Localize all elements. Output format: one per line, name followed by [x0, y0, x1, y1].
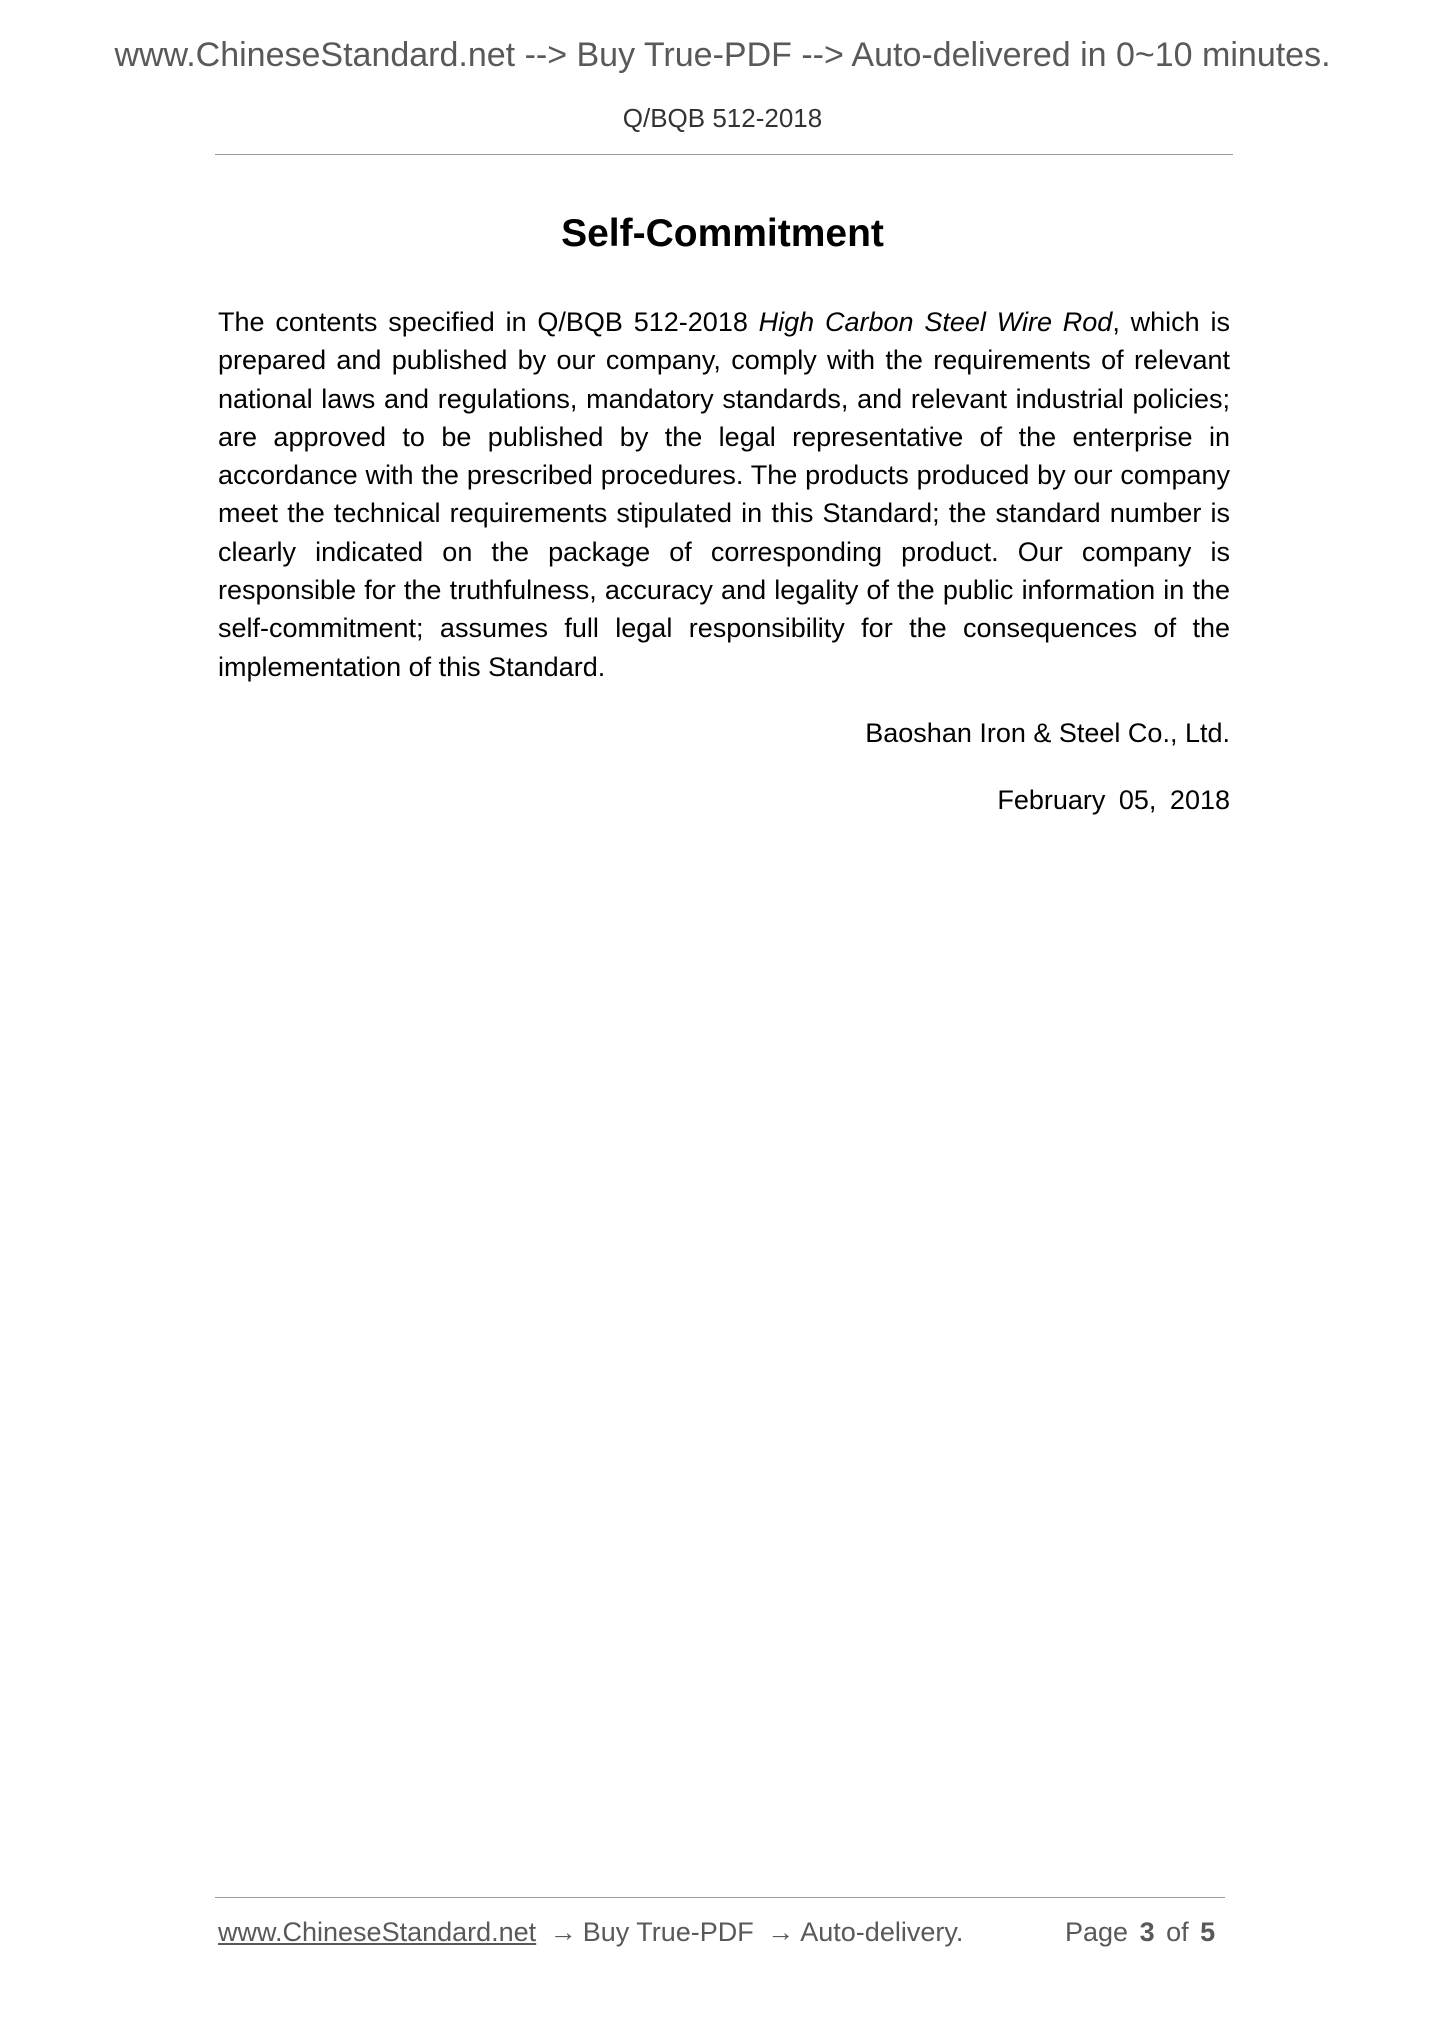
paragraph-rest: , which is prepared and published by our company, comply with the requirements of relevant national laws and regulations, mandatory standards, and relevant industrial policies; are approved to be published by the legal representative of the enterprise in accordance with the prescribed procedures. The products produced by our company meet the technical requirements stipulated in this Standard; the standard number is clearly indicated on the package of corresponding product. Our company is responsible for the truthfulness, accuracy and legality of the public information in the self-commitment; assumes full legal responsibility for the consequences of the implementation of this Standard. [218, 307, 1230, 682]
top-banner: www.ChineseStandard.net --> Buy True-PDF --> Auto-delivered in 0~10 minutes. [114, 36, 1331, 74]
page-label: Page [1065, 1917, 1129, 1947]
page-indicator [1065, 1917, 1215, 1948]
arrow-right-icon: → [767, 1917, 795, 1947]
total-pages: 5 [1200, 1917, 1216, 1947]
standard-title: High Carbon Steel Wire Rod [758, 307, 1113, 337]
header-divider [215, 154, 1233, 155]
footer-divider [215, 1897, 1225, 1898]
footer-site-link[interactable]: www.ChineseStandard.net [218, 1917, 537, 1947]
company-name: Baoshan Iron & Steel Co., Ltd. [865, 718, 1230, 748]
of-label: of [1166, 1917, 1189, 1947]
signature-date: February 05, 2018 [997, 785, 1230, 815]
commitment-paragraph [218, 303, 1230, 686]
footer-links [218, 1917, 963, 1948]
document-code: Q/BQB 512-2018 [622, 103, 823, 133]
current-page: 3 [1139, 1917, 1155, 1947]
arrow-right-icon: → [549, 1917, 577, 1947]
page-title: Self-Commitment [561, 212, 884, 255]
footer-buy-text: Buy True-PDF [582, 1917, 754, 1947]
paragraph-lead: The contents specified in Q/BQB 512-2018 [218, 307, 759, 337]
footer-delivery-text: Auto-delivery. [800, 1917, 964, 1947]
